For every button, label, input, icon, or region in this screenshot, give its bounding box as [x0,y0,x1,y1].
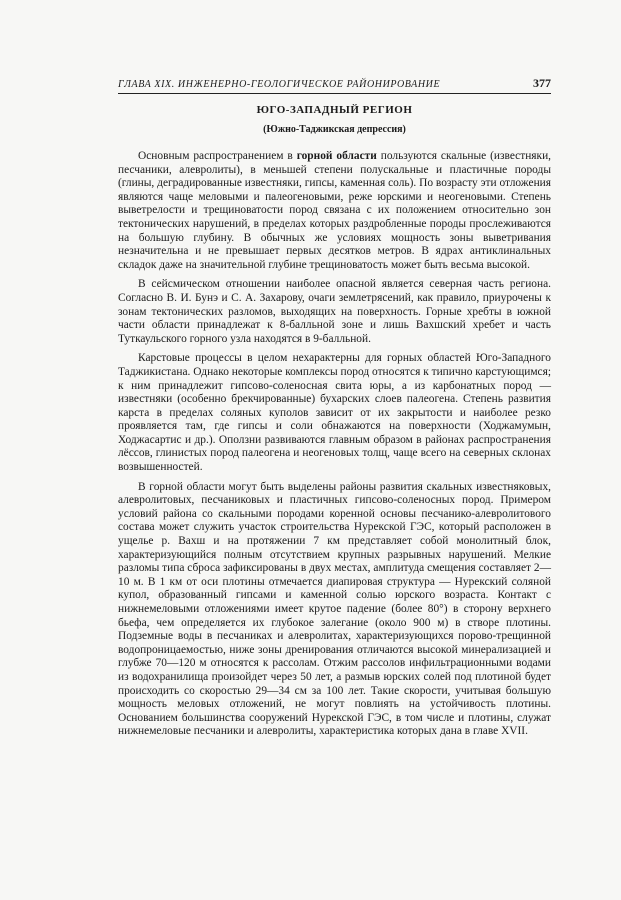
running-header [118,76,551,91]
page-number: 377 [533,76,551,90]
section-subtitle: (Южно-Таджикская депрессия) [263,124,406,135]
paragraph-1-part-a: Основным распространением в [138,150,297,162]
body-text [118,150,551,739]
header-rule [118,93,551,94]
paragraph-4: В горной области могут быть выделены районы развития скальных известняковых, алевролитовых, песчаниковых и пластичных гипсово-соленосных пород. Примером условий района со скальными породами коренной основы песчанико-алевролитового состава может служить участок строительства Нурекской ГЭС, который расположен в ущелье р. Вахш и на протяжении 7 км представляет собой монолитный блок, характеризующийся полным отсутствием крупных разрывных нарушений. Мелкие разломы типа сброса зафиксированы в двух местах, амплитуда смещения составляет 2—10 м. В 1 км от оси плотины отмечается диапировая структура — Нурекский соляной купол, образованный гипсами и каменной солью юрского возраста. Контакт с нижнемеловыми отложениями имеет крутое падение (более 80°) в сторону верхнего бьефа, чем определяется их глубокое залегание (около 900 м) в створе плотины. Подземные воды в песчаниках и алевролитах, характеризующихся порово-трещинной водопроницаемостью, ниже зоны дренирования отличаются высокой минерализацией и глубже 70—120 м относятся к рассолам. Отжим рассолов инфильтрационными водами из водохранилища произойдет через 50 лет, а размыв юрских солей под плотиной будет происходить со скоростью 29—34 см за 100 лет. Такие скорости, учитывая большую мощность меловых отложений, не могут повлиять на устойчивость плотины. Основанием большинства сооружений Нурекской ГЭС, в том числе и плотины, служат нижнемеловые песчаники и алевролиты, характеристика которых дана в главе XVII. [118,480,551,738]
chapter-title: ГЛАВА XIX. ИНЖЕНЕРНО-ГЕОЛОГИЧЕСКОЕ РАЙОНИРОВАНИЕ [118,79,441,90]
paragraph-1-part-c: пользуются скальные (известняки, песчаники, алевролиты), в меньшей степени полускальные и пластичные породы (глины, деградированные известняки, гипсы, каменная соль). По возрасту эти отложения являются чаще меловыми и палеогеновыми, реже юрскими и неогеновыми. Степень выветрелости и трещиноватости пород связана с их положением относительно зон тектонических нарушений, в пределах которых раздробленные породы прослеживаются на большую глубину. В обычных же условиях мощность зоны выветривания незначительна и не превышает первых десятков метров. В ядрах антиклинальных складок даже на значительной глубине трещиноватость может быть весьма высокой. [118,150,552,271]
paragraph-1-emphasis: горной области [296,150,377,162]
paragraph-1 [118,150,551,272]
paragraph-3: Карстовые процессы в целом нехарактерны для горных областей Юго-Западного Таджикистана. Однако некоторые комплексы пород относятся к типично карстующимся; к ним принадлежит гипсово-соленосная свита юры, а из карбонатных пород — известняки (особенно брекчированные) бухарских слоев палеогена. Степень развития карста в пределах соляных куполов зависит от их закрытости и наиболее резко проявляется там, где гипсы и соли обнажаются на поверхности (Ходжамумын, Ходжасартис и др.). Оползни развиваются главным образом в районах распространения лёссов, глинистых пород палеогена и неогеновых толщ, чаще всего на северных склонах возвышенностей. [118,352,551,474]
section-title: ЮГО-ЗАПАДНЫЙ РЕГИОН [256,104,413,116]
paragraph-2: В сейсмическом отношении наиболее опасной является северная часть региона. Согласно В. И. Бунэ и С. А. Захарову, очаги землетрясений, как правило, приурочены к зонам тектонических разломов, выходящих на поверхность. Горные хребты в южной части области принадлежат к 8-балльной зоне и лишь Вахшский хребет и часть Туткаульского горного узла находятся в 9-балльной. [118,278,551,345]
